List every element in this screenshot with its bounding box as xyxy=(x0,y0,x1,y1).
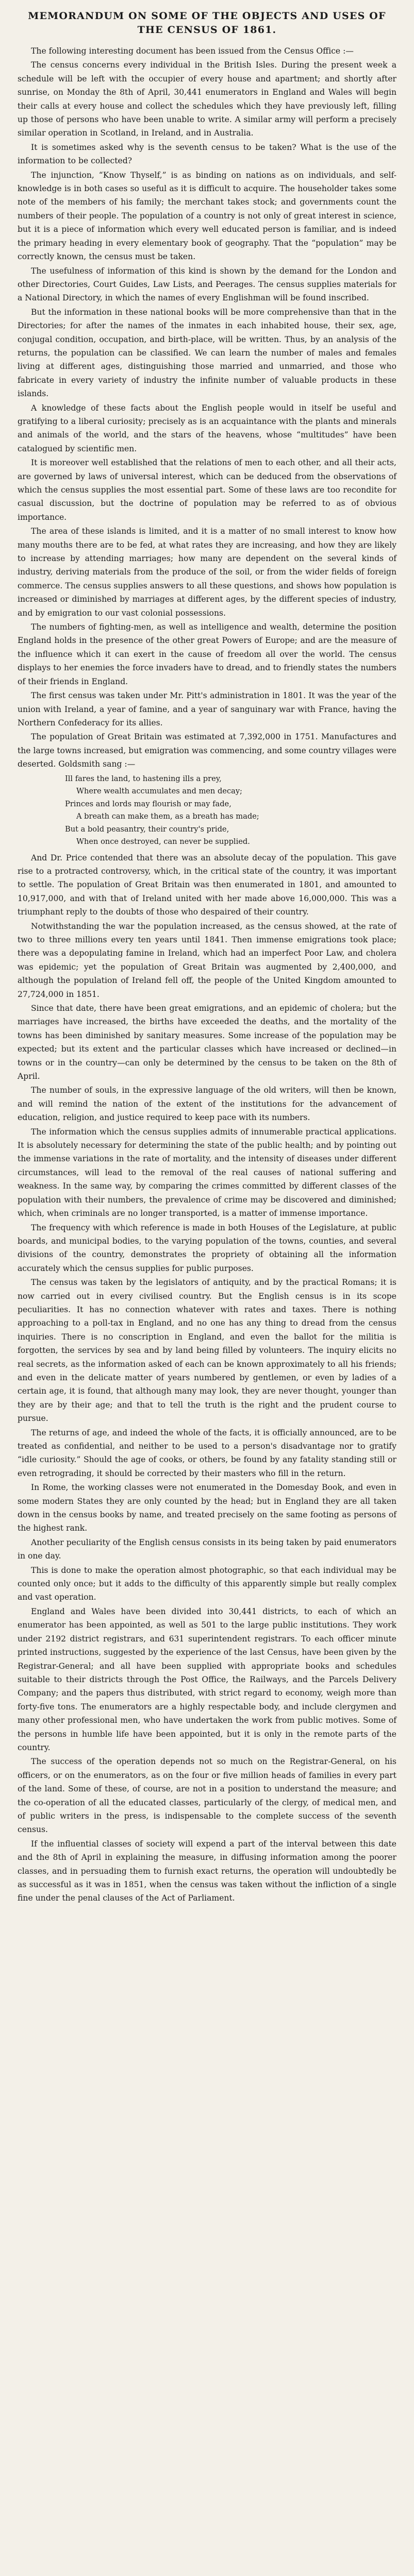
paragraph: It is sometimes asked why is the seventh census to be taken? What is the use of the information to be collected? xyxy=(18,142,396,166)
goldsmith-verse xyxy=(18,773,396,849)
paragraph: The area of these islands is limited, and it is a matter of no small interest to know how many mouths there are to be fed, at what rates they are increasing, and how they are likely to increase by attending marriages; how many are dependent on the several kinds of industry, deriving materials from the produce of the soil, or from the wider fields of foreign commerce. The census supplies answers to all these questions, and shows how population is increased or diminished by marriages at different ages, by the different species of industry, and by emigration to our vast colonial possessions. xyxy=(18,527,396,618)
verse-line: Where wealth accumulates and men decay; xyxy=(76,787,242,796)
paragraph: The population of Great Britain was estimated at 7,392,000 in 1751. Manufactures and the large towns increased, but emigration was commencing, and some country villages were deserted. Goldsmith sang :— xyxy=(18,732,396,769)
paragraph: This is done to make the operation almost photographic, so that each individual may be counted only once; but it adds to the difficulty of this apparently simple but really complex and vast operation. xyxy=(18,1565,396,1602)
paragraph: The usefulness of information of this kind is shown by the demand for the London and other Directories, Court Guides, Law Lists, and Peerages. The census supplies materials for a National Directory, in which the names of every Englishman will be found inscribed. xyxy=(18,266,396,303)
paragraph: The first census was taken under Mr. Pitt's administration in 1801. It was the year of the union with Ireland, a year of famine, and a year of sanguinary war with France, having the Northern Confederacy for its allies. xyxy=(18,691,396,727)
paragraph: But the information in these national books will be more comprehensive than that in the Directories; for after the names of the inmates in each inhabited house, their sex, age, conjugal condition, occupation, and birth-place, will be written. Thus, by an analysis of the returns, the population can be classified. We can learn the number of males and females living at different ages, distinguishing those married and unmarried, and those who fabricate in every variety of industry the infinite number of valuable products in these islands. xyxy=(18,307,396,399)
paragraph: The number of souls, in the expressive language of the old writers, will then be known, and will remind the nation of the extent of the institutions for the advancement of education, religion, and justice required to keep pace with its numbers. xyxy=(18,1086,396,1123)
paragraph: The frequency with which reference is made in both Houses of the Legislature, at public boards, and municipal bodies, to the varying population of the towns, counties, and several divisions of the country, demonstrates the propriety of obtaining all the information accurately which the census supplies for public purposes. xyxy=(18,1223,396,1273)
paragraph: The census concerns every individual in the British Isles. During the present week a schedule will be left with the occupier of every house and apartment; and shortly after sunrise, on Monday the 8th of April, 30,441 enumerators in England and Wales will begin their calls at every house and collect the schedules which they have previously left, filling up those of persons who have been unable to write. A similar army will perform a precisely similar operation in Scotland, in Ireland, and in Australia. xyxy=(18,60,396,138)
verse-line: Ill fares the land, to hastening ills a prey, xyxy=(65,774,222,783)
paragraph: Notwithstanding the war the population increased, as the census showed, at the rate of two to three millions every ten years until 1841. Then immense emigrations took place; there was a depopulating famine in Ireland, which had an imperfect Poor Law, and cholera was epidemic; yet the population of Great Britain was augmented by 2,400,000, and although the population of Ireland fell off, the people of the United Kingdom amounted to 27,724,000 in 1851. xyxy=(18,921,396,999)
verse-line: Princes and lords may flourish or may fade, xyxy=(65,799,231,808)
verse-line: A breath can make them, as a breath has made; xyxy=(76,812,259,821)
paragraph: The census was taken by the legislators of antiquity, and by the practical Romans; it is now carried out in every civilised country. But the English census is in its scope peculiarities. It has no connection whatever with rates and taxes. There is nothing approaching to a poll-tax in England, and no one has any thing to dread from the census inquiries. There is no conscription in England, and even the ballot for the militia is forgotten, the services by sea and by land being filled by volunteers. The inquiry elicits no real secrets, as the information asked of each can be known approximately to all his friends; and even in the delicate matter of years numbered by gentlemen, or even by ladies of a certain age, it is found, that although many may look, they are never thought, younger than they are by their age; and that to tell the truth is the right and the prudent course to pursue. xyxy=(18,1278,396,1423)
paragraph: A knowledge of these facts about the English people would in itself be useful and gratifying to a liberal curiosity; precisely as is an acquaintance with the plants and minerals and animals of the world, and the stars of the heavens, whose “multitudes” have been catalogued by scientific men. xyxy=(18,403,396,453)
paragraph: England and Wales have been divided into 30,441 districts, to each of which an enumerator has been appointed, as well as 501 to the large public institutions. They work under 2192 district registrars, and 631 superintendent registrars. To each officer minute printed instructions, suggested by the experience of the last Census, have been given by the Registrar-General; and all have been supplied with appropriate books and schedules suitable to their districts through the Post Office, the Railways, and the Parcels Delivery Company; and the papers thus distributed, with strict regard to economy, weigh more than forty-five tons. The enumerators are a highly respectable body, and include clergymen and many other professional men, who have undertaken the work from public motives. Some of the persons in humble life have been appointed, but it is only in the remote parts of the country. xyxy=(18,1606,396,1752)
paragraph: It is moreover well established that the relations of men to each other, and all their acts, are governed by laws of universal interest, which can be deduced from the observations of which the census supplies the most essential part. Some of these laws are too recondite for casual discussion, but the doctrine of population may be referred to as of obvious importance. xyxy=(18,458,396,522)
paragraph: The success of the operation depends not so much on the Registrar-General, on his officers, or on the enumerators, as on the four or five million heads of families in every part of the land. Some of these, of course, are not in a position to understand the measure; and the co-operation of all the educated classes, particularly of the clergy, of medical men, and of public writers in the press, is indispensable to the complete success of the seventh census. xyxy=(18,1757,396,1835)
paragraph: The returns of age, and indeed the whole of the facts, it is officially announced, are to be treated as confidential, and neither to be used to a person's disadvantage nor to gratify “idle curiosity.” Should the age of cooks, or others, be found by any fatality standing still or even retrograding, it should be corrected by their masters who fill in the return. xyxy=(18,1428,396,1478)
paragraph: The information which the census supplies admits of innumerable practical applications. It is absolutely necessary for determining the state of the public health; and by pointing out the immense variations in the rate of mortality, and the intensity of diseases under different circumstances, will lead to the removal of the real causes of national suffering and weakness. In the same way, by comparing the crimes committed by different classes of the population with their numbers, the prevalence of crime may be discovered and diminished; which, when criminals are no longer transported, is a matter of immense importance. xyxy=(18,1127,396,1218)
paragraph: And Dr. Price contended that there was an absolute decay of the population. This gave rise to a protracted controversy, which, in the critical state of the country, it was important to settle. The population of Great Britain was then enumerated in 1801, and amounted to 10,917,000, and with that of Ireland united with her made above 16,000,000. This was a triumphant reply to the doubts of those who despaired of their country. xyxy=(18,853,396,917)
paragraph: Another peculiarity of the English census consists in its being taken by paid enumerators in one day. xyxy=(18,1537,396,1561)
paragraph: If the influential classes of society will expend a part of the interval between this date and the 8th of April in explaining the measure, in diffusing information among the poorer classes, and in persuading them to furnish exact returns, the operation will undoubtedly be as successful as it was in 1851, when the census was taken without the infliction of a single fine under the penal clauses of the Act of Parliament. xyxy=(18,1839,396,1903)
paragraph: The numbers of fighting-men, as well as intelligence and wealth, determine the position England holds in the presence of the other great Powers of Europe; and are the measure of the influence which it can exert in the cause of freedom all over the world. The census displays to her enemies the force invaders have to dread, and to friendly states the numbers of their friends in England. xyxy=(18,622,396,686)
paragraph: The injunction, “Know Thyself,” is as binding on nations as on individuals, and self-knowledge is in both cases so useful as it is difficult to acquire. The householder takes some note of the members of his family; the merchant takes stock; and governments count the numbers of their people. The population of a country is not only of great interest in science, but it is a piece of information which every well educated person is familiar, and is indeed the primary heading in every elementary book of geography. That the “population” may be correctly known, the census must be taken. xyxy=(18,170,396,262)
verse-line: But a bold peasantry, their country's pride, xyxy=(65,824,229,834)
verse-line: When once destroyed, can never be supplied. xyxy=(76,837,250,846)
paragraph: In Rome, the working classes were not enumerated in the Domesday Book, and even in some modern States they are only counted by the head; but in England they are all taken down in the census books by name, and treated precisely on the same footing as persons of the highest rank. xyxy=(18,1483,396,1533)
paragraph: Since that date, there have been great emigrations, and an epidemic of cholera; but the marriages have increased, the births have exceeded the deaths, and the mortality of the towns has been diminished by sanitary measures. Some increase of the population may be expected; but its extent and the particular classes which have increased or declined—in towns or in the country—can only be determined by the census to be taken on the 8th of April. xyxy=(18,1004,396,1081)
paragraph: The following interesting document has been issued from the Census Office :— xyxy=(31,46,354,56)
article-body xyxy=(18,44,396,1905)
article-title: MEMORANDUM ON SOME OF THE OBJECTS AND USES OF THE CENSUS OF 1861. xyxy=(28,10,386,36)
